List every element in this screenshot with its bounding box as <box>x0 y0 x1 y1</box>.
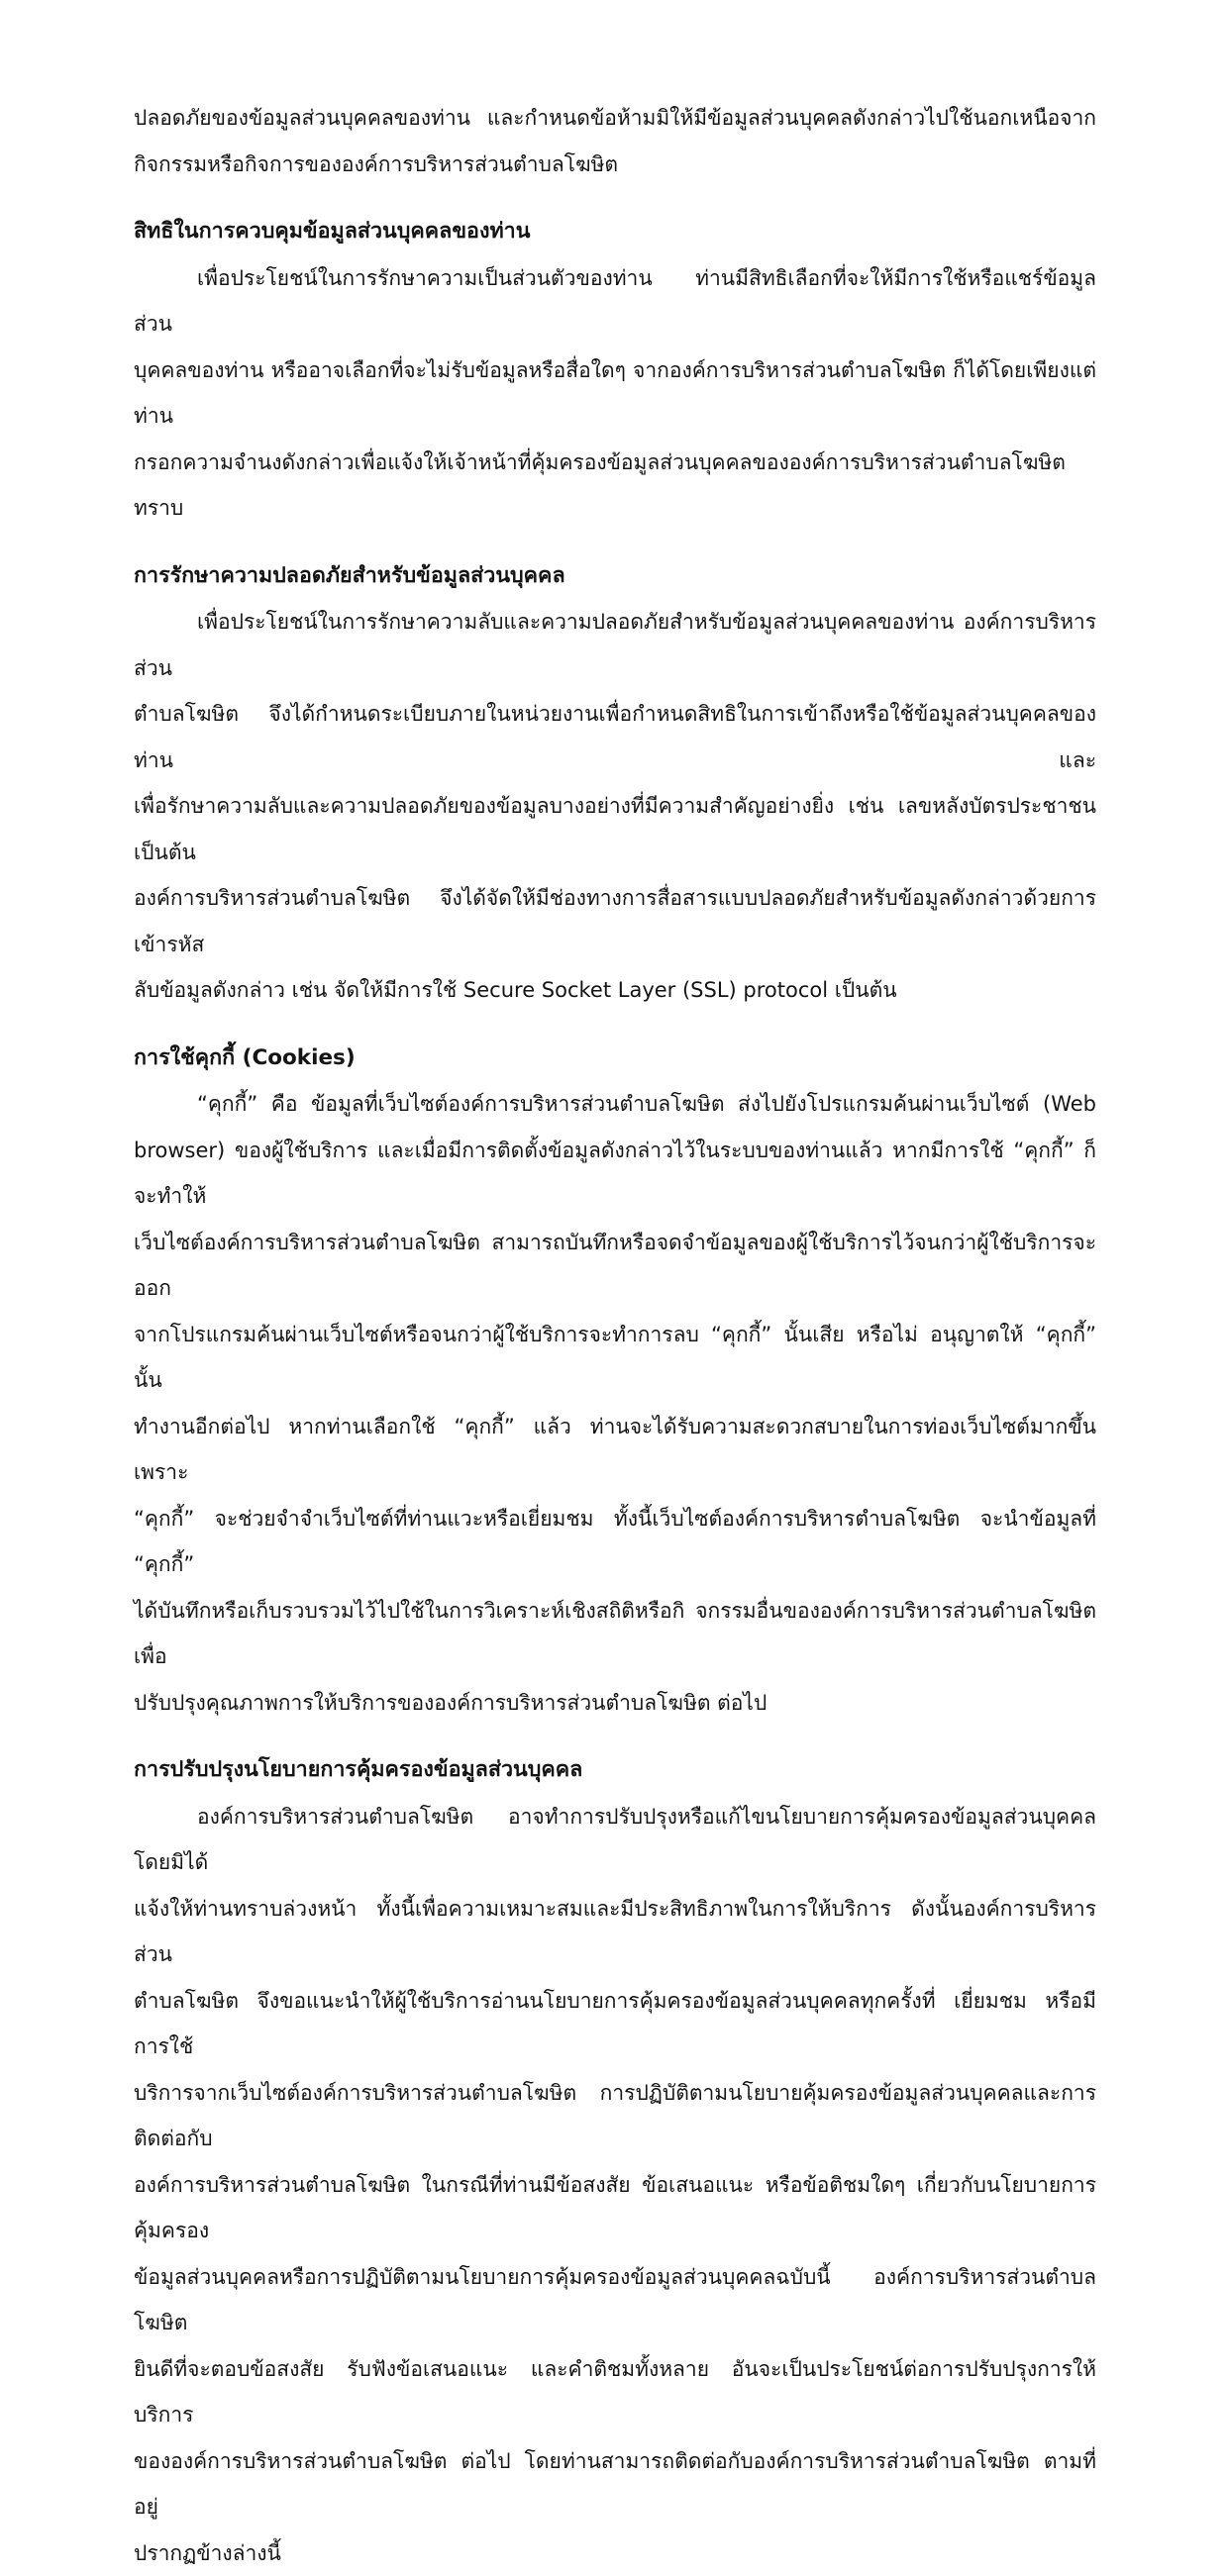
text-line: บุคคลของท่าน หรืออาจเลือกที่จะไม่รับข้อมูลหรือสื่อใดๆ จากองค์การบริหารส่วนตำบลโฆษิต ก็ได้โดยเพียงแต่ท่าน <box>134 347 1096 440</box>
section-heading: การปรับปรุงนโยบายการคุ้มครองข้อมูลส่วนบุคคล <box>134 1747 1096 1794</box>
text-line: องค์การบริหารส่วนตำบลโฆษิต จึงได้จัดให้มีช่องทางการสื่อสารแบบปลอดภัยสำหรับข้อมูลดังกล่าวด้วยการเข้ารหัส <box>134 875 1096 967</box>
text-line: “คุกกี้” คือ ข้อมูลที่เว็บไซต์องค์การบริหารส่วนตำบลโฆษิต ส่งไปยังโปรแกรมค้นผ่านเว็บไซต์ (Web <box>134 1081 1096 1128</box>
text-line: บริการจากเว็บไซต์องค์การบริหารส่วนตำบลโฆษิต การปฏิบัติตามนโยบายคุ้มครองข้อมูลส่วนบุคคลและการติดต่อกับ <box>134 2070 1096 2162</box>
document-section <box>134 553 1096 1014</box>
text-line: ปรับปรุงคุณภาพการให้บริการขององค์การบริหารส่วนตำบลโฆษิต ต่อไป <box>134 1680 1096 1727</box>
text-line: ตำบลโฆษิต จึงขอแนะนำให้ผู้ใช้บริการอ่านนโยบายการคุ้มครองข้อมูลส่วนบุคคลทุกครั้งที่ เยี่ยมชม หรือมีการใช้ <box>134 1978 1096 2070</box>
section-heading: การรักษาความปลอดภัยสำหรับข้อมูลส่วนบุคคล <box>134 553 1096 600</box>
text-line: “คุกกี้” จะช่วยจำจำเว็บไซต์ที่ท่านแวะหรือเยี่ยมชม ทั้งนี้เว็บไซต์องค์การบริหารตำบลโฆษิต จะนำข้อมูลที่ “คุกกี้” <box>134 1496 1096 1588</box>
document-section <box>134 209 1096 532</box>
document-body <box>134 95 1096 2576</box>
text-line: จากโปรแกรมค้นผ่านเว็บไซต์หรือจนกว่าผู้ใช้บริการจะทำการลบ “คุกกี้” นั้นเสีย หรือไม่ อนุญาตให้ “คุกกี้” นั้น <box>134 1312 1096 1404</box>
section-heading: การใช้คุกกี้ (Cookies) <box>134 1036 1096 1082</box>
text-line: ขององค์การบริหารส่วนตำบลโฆษิต ต่อไป โดยท่านสามารถติดต่อกับองค์การบริหารส่วนตำบลโฆษิต ตามที่อยู่ <box>134 2438 1096 2530</box>
document-section <box>134 1747 1096 2576</box>
text-line: ตำบลโฆษิต จึงได้กำหนดระเบียบภายในหน่วยงานเพื่อกำหนดสิทธิในการเข้าถึงหรือใช้ข้อมูลส่วนบุคคลของท่าน และ <box>134 691 1096 783</box>
text-line: ทำงานอีกต่อไป หากท่านเลือกใช้ “คุกกี้” แล้ว ท่านจะได้รับความสะดวกสบายในการท่องเว็บไซต์มากขึ้น เพราะ <box>134 1404 1096 1496</box>
text-line: ปลอดภัยของข้อมูลส่วนบุคคลของท่าน และกำหนดข้อห้ามมิให้มีข้อมูลส่วนบุคคลดังกล่าวไปใช้นอกเหนือจาก <box>134 95 1096 142</box>
text-line: องค์การบริหารส่วนตำบลโฆษิต ในกรณีที่ท่านมีข้อสงสัย ข้อเสนอแนะ หรือข้อติชมใดๆ เกี่ยวกับนโยบายการคุ้มครอง <box>134 2162 1096 2254</box>
text-line: ลับข้อมูลดังกล่าว เช่น จัดให้มีการใช้ Secure Socket Layer (SSL) protocol เป็นต้น <box>134 967 1096 1014</box>
text-line: กิจกรรมหรือกิจการขององค์การบริหารส่วนตำบลโฆษิต <box>134 142 1096 188</box>
text-line: เพื่อประโยชน์ในการรักษาความเป็นส่วนตัวของท่าน ท่านมีสิทธิเลือกที่จะให้มีการใช้หรือแชร์ข้อมูลส่วน <box>134 255 1096 347</box>
text-line: องค์การบริหารส่วนตำบลโฆษิต อาจทำการปรับปรุงหรือแก้ไขนโยบายการคุ้มครองข้อมูลส่วนบุคคล โดยมิได้ <box>134 1794 1096 1886</box>
text-line: กรอกความจำนงดังกล่าวเพื่อแจ้งให้เจ้าหน้าที่คุ้มครองข้อมูลส่วนบุคคลขององค์การบริหารส่วนตำบลโฆษิต ทราบ <box>134 440 1096 532</box>
text-line: ข้อมูลส่วนบุคคลหรือการปฏิบัติตามนโยบายการคุ้มครองข้อมูลส่วนบุคคลฉบับนี้ องค์การบริหารส่วนตำบลโฆษิต <box>134 2254 1096 2346</box>
document-section <box>134 95 1096 187</box>
text-line: แจ้งให้ท่านทราบล่วงหน้า ทั้งนี้เพื่อความเหมาะสมและมีประสิทธิภาพในการให้บริการ ดังนั้นองค์การบริหารส่วน <box>134 1886 1096 1978</box>
document-section <box>134 1036 1096 1727</box>
text-line: เว็บไซต์องค์การบริหารส่วนตำบลโฆษิต สามารถบันทึกหรือจดจำข้อมูลของผู้ใช้บริการไว้จนกว่าผู้ใช้บริการจะออก <box>134 1220 1096 1312</box>
text-line: ยินดีที่จะตอบข้อสงสัย รับฟังข้อเสนอแนะ และคำติชมทั้งหลาย อันจะเป็นประโยชน์ต่อการปรับปรุงการให้บริการ <box>134 2346 1096 2438</box>
section-heading: สิทธิในการควบคุมข้อมูลส่วนบุคคลของท่าน <box>134 209 1096 255</box>
text-line: ปรากฏข้างล่างนี้ <box>134 2530 1096 2576</box>
text-line: เพื่อประโยชน์ในการรักษาความลับและความปลอดภัยสำหรับข้อมูลส่วนบุคคลของท่าน องค์การบริหารส่วน <box>134 599 1096 691</box>
text-line: ได้บันทึกหรือเก็บรวบรวมไว้ไปใช้ในการวิเคราะห์เชิงสถิติหรือกิ จกรรมอื่นขององค์การบริหารส่วนตำบลโฆษิต เพื่อ <box>134 1588 1096 1680</box>
text-line: browser) ของผู้ใช้บริการ และเมื่อมีการติดตั้งข้อมูลดังกล่าวไว้ในระบบของท่านแล้ว หากมีการใช้ “คุกกี้” ก็จะทำให้ <box>134 1128 1096 1220</box>
text-line: เพื่อรักษาความลับและความปลอดภัยของข้อมูลบางอย่างที่มีความสำคัญอย่างยิ่ง เช่น เลขหลังบัตรประชาชน เป็นต้น <box>134 783 1096 875</box>
